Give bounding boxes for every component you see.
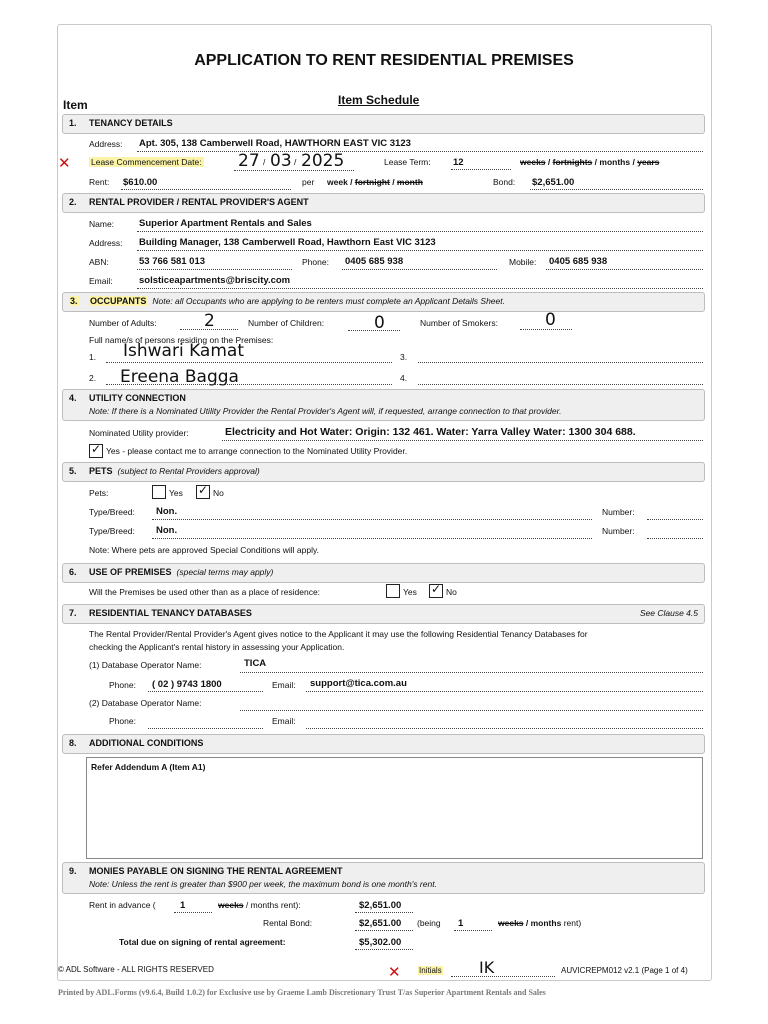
children-line <box>348 330 400 331</box>
rent-period-fortnight: fortnight <box>354 177 390 187</box>
smokers-value[interactable]: 0 <box>545 310 556 330</box>
mobile-label: Mobile: <box>509 257 537 267</box>
database-1-email-line <box>306 691 703 692</box>
rent-in-advance-count[interactable]: 1 <box>180 900 186 911</box>
person-2-name[interactable]: Ereena Bagga <box>120 367 239 387</box>
database-1-phone[interactable]: ( 02 ) 9743 1800 <box>152 679 222 690</box>
bond-unit-months: / months <box>523 918 562 928</box>
bond-rent-close: rent) <box>563 918 582 928</box>
section-5-header <box>62 462 705 482</box>
pet-number-1-label: Number: <box>602 507 635 517</box>
bond-value[interactable]: $2,651.00 <box>532 177 575 188</box>
check-mark-icon: ✓ <box>91 442 102 456</box>
pets-no-checkbox[interactable] <box>196 485 210 499</box>
section-title: MONIES PAYABLE ON SIGNING THE RENTAL AGREEMENT <box>89 866 343 876</box>
database-notice-line-2: checking the Applicant's rental history in assessing your Application. <box>89 642 345 652</box>
section-number: 8. <box>69 738 77 748</box>
section-title: PETS <box>89 466 113 476</box>
breed-1-value[interactable]: Non. <box>156 506 178 517</box>
rent-label: Rent: <box>89 177 110 187</box>
person-4-number: 4. <box>400 373 408 383</box>
bond-line <box>530 189 703 190</box>
section-3-header <box>62 292 705 312</box>
agent-name-line <box>137 231 703 232</box>
use-yes-label: Yes <box>403 587 417 597</box>
bond-weeks-line <box>454 930 492 931</box>
rent-in-advance-label: Rent in advance ( <box>89 900 156 910</box>
person-2-number: 2. <box>89 373 97 383</box>
utility-provider[interactable]: Electricity and Hot Water: Origin: 132 461. Water: Yarra Valley Water: 1300 304 688. <box>225 426 636 438</box>
section-number: 4. <box>69 393 77 403</box>
breed-2-line <box>152 538 592 539</box>
initials-value[interactable]: IK <box>479 958 495 977</box>
section-note: (special terms may apply) <box>176 567 274 577</box>
lease-year[interactable]: 2025 <box>301 151 345 171</box>
database-notice-line-1: The Rental Provider/Rental Provider's Agent gives notice to the Applicant it may use the following Residential Tenancy Databases for <box>89 629 588 639</box>
date-separator: / <box>263 157 266 167</box>
address-label: Address: <box>89 139 123 149</box>
term-line <box>451 169 511 170</box>
mobile-line <box>546 269 703 270</box>
check-mark-icon: ✓ <box>198 483 209 497</box>
form-code: AUVICREPM012 v2.1 (Page 1 of 4) <box>561 966 688 975</box>
unit-separator: / <box>545 157 553 167</box>
pets-label: Pets: <box>89 488 109 498</box>
rental-bond-line <box>355 930 413 931</box>
section-6-header <box>62 563 705 583</box>
initials-label: Initials <box>419 966 442 975</box>
copyright-notice: © ADL Software - ALL RIGHTS RESERVED <box>58 965 214 974</box>
bond-label: Bond: <box>493 177 516 187</box>
rental-bond-amount[interactable]: $2,651.00 <box>359 918 402 929</box>
required-flag-icon: ✕ <box>58 155 71 172</box>
database-2-label: (2) Database Operator Name: <box>89 698 202 708</box>
advance-amount-line <box>355 912 413 913</box>
database-2-email-label: Email: <box>272 716 296 726</box>
database-2-name-line[interactable] <box>240 710 703 711</box>
item-schedule-heading: Item Schedule <box>338 93 420 107</box>
section-title: UTILITY CONNECTION <box>89 393 186 403</box>
rent-in-advance-amount[interactable]: $2,651.00 <box>359 900 402 911</box>
section-note: Note: Unless the rent is greater than $900 per week, the maximum bond is one month's rent. <box>89 879 437 889</box>
lease-commencement-label: Lease Commencement Date: <box>91 157 202 167</box>
section-title: USE OF PREMISES <box>89 567 172 577</box>
abn-value[interactable]: 53 766 581 013 <box>139 256 206 267</box>
unit-separator: / <box>347 177 355 187</box>
rent-per-label: per <box>302 177 315 187</box>
person-1-number: 1. <box>89 352 97 362</box>
initials-flag-icon: ✕ <box>388 964 401 981</box>
agent-name[interactable]: Superior Apartment Rentals and Sales <box>139 218 312 229</box>
premises-address[interactable]: Apt. 305, 138 Camberwell Road, HAWTHORN EAST VIC 3123 <box>139 138 411 149</box>
section-4-header <box>62 389 705 421</box>
agent-name-label: Name: <box>89 219 115 229</box>
term-unit-months: months <box>599 157 631 167</box>
database-2-phone-label: Phone: <box>109 716 136 726</box>
agent-address[interactable]: Building Manager, 138 Camberwell Road, Hawthorn East VIC 3123 <box>139 237 436 248</box>
section-note: Note: If there is a Nominated Utility Provider the Rental Provider's Agent will, if requested, arrange connection to that provider. <box>89 406 562 416</box>
section-2-header <box>62 193 705 213</box>
lease-term-label: Lease Term: <box>384 157 431 167</box>
utility-provider-label: Nominated Utility provider: <box>89 428 189 438</box>
database-2-email-line[interactable] <box>306 728 703 729</box>
pets-approval-note: Note: Where pets are approved Special Conditions will apply. <box>89 545 319 555</box>
section-1-header <box>62 114 705 134</box>
smokers-line <box>520 329 572 330</box>
date-line <box>234 170 354 171</box>
section-title: OCCUPANTS <box>90 296 147 306</box>
agent-mobile[interactable]: 0405 685 938 <box>549 256 608 267</box>
agent-address-line <box>137 250 703 251</box>
agent-email-line <box>137 288 703 289</box>
section-title: ADDITIONAL CONDITIONS <box>89 738 204 748</box>
breed-2-value[interactable]: Non. <box>156 525 178 536</box>
persons-label: Full name/s of persons residing on the Premises: <box>89 335 274 345</box>
use-no-label: No <box>446 587 457 597</box>
bond-weeks-count[interactable]: 1 <box>458 918 464 929</box>
pet-number-1-line[interactable] <box>647 519 703 520</box>
database-1-email[interactable]: support@tica.com.au <box>310 678 407 689</box>
adults-line <box>180 329 238 330</box>
address-line <box>137 151 703 152</box>
pets-yes-label: Yes <box>169 488 183 498</box>
section-title-wrap <box>89 567 273 577</box>
additional-conditions-box[interactable] <box>86 757 703 859</box>
date-separator: / <box>294 157 297 167</box>
person-1-name[interactable]: Ishwari Kamat <box>123 341 244 361</box>
advance-unit-weeks: weeks <box>218 900 244 910</box>
unit-separator: / <box>389 177 397 187</box>
pets-yes-checkbox[interactable] <box>152 485 166 499</box>
abn-label: ABN: <box>89 257 109 267</box>
pet-number-2-label: Number: <box>602 526 635 536</box>
unit-separator: / <box>592 157 600 167</box>
person-4-line[interactable] <box>418 384 703 385</box>
lease-day[interactable]: 27 <box>238 151 260 171</box>
utility-contact-checkbox[interactable] <box>89 444 103 458</box>
section-title: RENTAL PROVIDER / RENTAL PROVIDER'S AGENT <box>89 197 309 207</box>
rent-period-week: week <box>327 177 348 187</box>
section-number: 9. <box>69 866 77 876</box>
rent-value[interactable]: $610.00 <box>123 177 158 188</box>
pet-number-2-line[interactable] <box>647 538 703 539</box>
rent-period <box>327 177 423 187</box>
check-mark-icon: ✓ <box>431 582 442 596</box>
advance-count-line <box>174 912 212 913</box>
adults-label: Number of Adults: <box>89 318 157 328</box>
section-number: 2. <box>69 197 77 207</box>
breed-1-label: Type/Breed: <box>89 507 135 517</box>
breed-1-line <box>152 519 592 520</box>
clause-reference: See Clause 4.5 <box>639 608 698 618</box>
utility-provider-line <box>222 440 703 441</box>
children-label: Number of Children: <box>248 318 325 328</box>
section-number: 5. <box>69 466 77 476</box>
lease-month[interactable]: 03 <box>270 151 292 171</box>
rent-line <box>121 189 291 190</box>
total-due-amount[interactable]: $5,302.00 <box>359 937 402 948</box>
agent-phone[interactable]: 0405 685 938 <box>345 256 404 267</box>
additional-conditions-text: Refer Addendum A (Item A1) <box>91 762 206 772</box>
section-note: (subject to Rental Providers approval) <box>117 466 260 476</box>
database-1-phone-line <box>148 691 263 692</box>
person-2-line <box>106 384 392 385</box>
database-1-phone-label: Phone: <box>109 680 136 690</box>
phone-label: Phone: <box>302 257 329 267</box>
database-1-name-line <box>240 672 703 673</box>
phone-line <box>342 269 497 270</box>
term-unit-weeks: weeks <box>520 157 546 167</box>
agent-email[interactable]: solsticeapartments@briscity.com <box>139 275 291 286</box>
section-number: 7. <box>69 608 77 618</box>
section-7-header <box>62 604 705 624</box>
total-due-label: Total due on signing of rental agreement: <box>119 937 286 947</box>
rental-bond-label: Rental Bond: <box>263 918 313 928</box>
pets-no-label: No <box>213 488 224 498</box>
section-8-header <box>62 734 705 754</box>
section-title: TENANCY DETAILS <box>89 118 173 128</box>
advance-units <box>218 900 301 910</box>
use-yes-checkbox[interactable] <box>386 584 400 598</box>
breed-2-label: Type/Breed: <box>89 526 135 536</box>
use-question: Will the Premises be used other than as a place of residence: <box>89 587 321 597</box>
database-1-email-label: Email: <box>272 680 296 690</box>
utility-contact-text: Yes - please contact me to arrange connection to the Nominated Utility Provider. <box>106 446 408 456</box>
item-column-label: Item <box>63 98 88 112</box>
section-number: 6. <box>69 567 77 577</box>
database-1-label: (1) Database Operator Name: <box>89 660 202 670</box>
section-number: 1. <box>69 118 77 128</box>
person-1-line <box>106 362 392 363</box>
section-note: Note: all Occupants who are applying to be renters must complete an Applicant Details Sheet. <box>152 296 505 306</box>
agent-address-label: Address: <box>89 238 123 248</box>
bond-unit-weeks: weeks <box>498 918 524 928</box>
section-9-header <box>62 862 705 894</box>
children-value[interactable]: 0 <box>374 313 385 333</box>
term-units <box>520 157 659 167</box>
database-1-name[interactable]: TICA <box>244 658 267 669</box>
term-unit-fortnights: fortnights <box>552 157 593 167</box>
section-title-wrap <box>89 296 505 306</box>
being-label: (being <box>417 918 441 928</box>
section-title-wrap <box>89 466 260 476</box>
person-3-line[interactable] <box>418 362 703 363</box>
initials-line <box>451 976 555 977</box>
form-title: APPLICATION TO RENT RESIDENTIAL PREMISES <box>194 52 574 69</box>
agent-email-label: Email: <box>89 276 113 286</box>
advance-unit-months: / months rent): <box>243 900 301 910</box>
unit-separator: / <box>630 157 638 167</box>
lease-term-value[interactable]: 12 <box>453 157 464 168</box>
term-unit-years: years <box>637 157 660 167</box>
adults-value[interactable]: 2 <box>204 311 215 331</box>
rent-period-month: month <box>396 177 423 187</box>
section-title: RESIDENTIAL TENANCY DATABASES <box>89 608 252 618</box>
person-3-number: 3. <box>400 352 408 362</box>
use-no-checkbox[interactable] <box>429 584 443 598</box>
bond-units <box>498 918 581 928</box>
database-2-phone-line[interactable] <box>148 728 263 729</box>
printed-by-notice: Printed by ADL.Forms (v9.6.4, Build 1.0.2) for Exclusive use by Graeme Lamb Discretionary Trust T/as Superior Apartment Rentals and Sales <box>58 988 546 997</box>
abn-line <box>137 269 292 270</box>
section-number: 3. <box>70 296 78 306</box>
smokers-label: Number of Smokers: <box>420 318 498 328</box>
total-due-line <box>355 949 413 950</box>
